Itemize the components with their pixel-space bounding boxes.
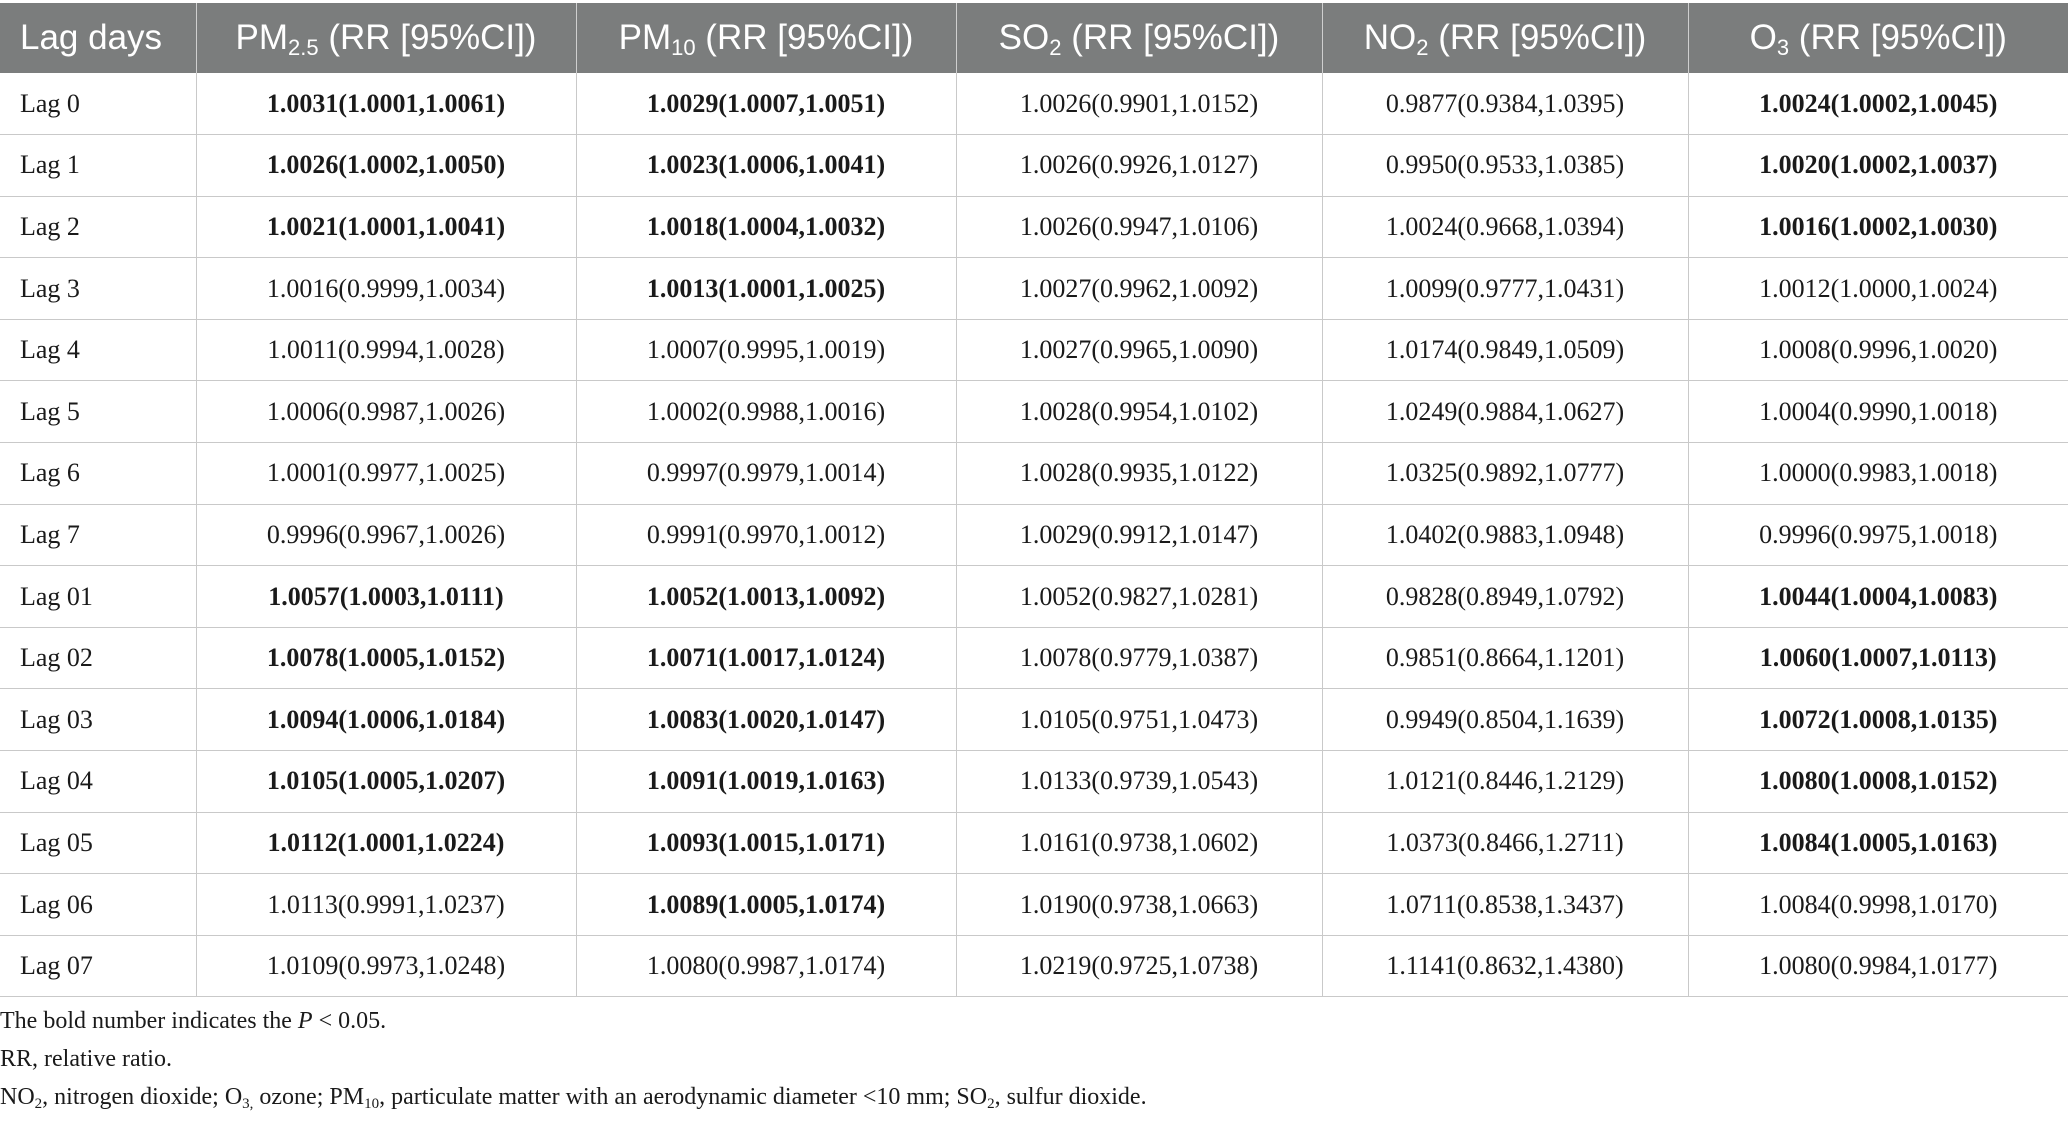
footnote-significance-prefix: The bold number indicates the: [0, 1008, 298, 1034]
no2-cell: 1.1141(0.8632,1.4380): [1322, 935, 1688, 997]
so2-cell: 1.0028(0.9935,1.0122): [956, 443, 1322, 505]
pm25-cell: 1.0057(1.0003,1.0111): [196, 566, 576, 628]
o3-cell: 1.0000(0.9983,1.0018): [1688, 443, 2068, 505]
lag-cell: Lag 01: [0, 566, 196, 628]
header-so2-sub: 2: [1049, 35, 1062, 60]
footnote-significance-suffix: < 0.05.: [312, 1008, 387, 1034]
o3-cell: 1.0008(0.9996,1.0020): [1688, 319, 2068, 381]
lag-cell: Lag 2: [0, 196, 196, 258]
header-so2-base: SO: [998, 18, 1050, 57]
lag-cell: Lag 4: [0, 319, 196, 381]
so2-cell: 1.0027(0.9962,1.0092): [956, 258, 1322, 320]
header-no2-suffix: (RR [95%CI]): [1428, 18, 1647, 57]
table-row: [0, 135, 2068, 197]
table-row: [0, 627, 2068, 689]
header-pm25-base: PM: [235, 18, 289, 57]
so2-cell: 1.0052(0.9827,1.0281): [956, 566, 1322, 628]
table-header: [0, 3, 2068, 73]
pm25-cell: 1.0112(1.0001,1.0224): [196, 812, 576, 874]
o3-cell: 1.0084(0.9998,1.0170): [1688, 874, 2068, 936]
lag-cell: Lag 06: [0, 874, 196, 936]
lag-cell: Lag 3: [0, 258, 196, 320]
table-row: [0, 443, 2068, 505]
o3-cell: 1.0004(0.9990,1.0018): [1688, 381, 2068, 443]
lag-cell: Lag 6: [0, 443, 196, 505]
table-row: [0, 319, 2068, 381]
no2-cell: 1.0174(0.9849,1.0509): [1322, 319, 1688, 381]
so2-cell: 1.0028(0.9954,1.0102): [956, 381, 1322, 443]
footnote-abbreviations: [0, 1078, 1147, 1116]
table-row: [0, 935, 2068, 997]
so2-cell: 1.0026(0.9947,1.0106): [956, 196, 1322, 258]
table-row: [0, 504, 2068, 566]
no2-cell: 0.9828(0.8949,1.0792): [1322, 566, 1688, 628]
header-row: [0, 3, 2068, 73]
header-o3-sub: 3: [1776, 35, 1790, 60]
pm10-cell: 1.0091(1.0019,1.0163): [576, 751, 956, 813]
header-so2-suffix: (RR [95%CI]): [1061, 18, 1280, 57]
pm25-cell: 1.0026(1.0002,1.0050): [196, 135, 576, 197]
o3-cell: 1.0080(1.0008,1.0152): [1688, 751, 2068, 813]
pm25-cell: 1.0031(1.0001,1.0061): [196, 73, 576, 135]
table-row: [0, 196, 2068, 258]
so2-cell: 1.0105(0.9751,1.0473): [956, 689, 1322, 751]
pm25-cell: 1.0021(1.0001,1.0041): [196, 196, 576, 258]
pm10-cell: 1.0083(1.0020,1.0147): [576, 689, 956, 751]
pm10-cell: 1.0089(1.0005,1.0174): [576, 874, 956, 936]
table-row: [0, 258, 2068, 320]
lag-cell: Lag 5: [0, 381, 196, 443]
no2-cell: 1.0373(0.8466,1.2711): [1322, 812, 1688, 874]
pm10-cell: 1.0023(1.0006,1.0041): [576, 135, 956, 197]
lag-cell: Lag 7: [0, 504, 196, 566]
abbr-so2-text: , sulfur dioxide.: [994, 1084, 1147, 1110]
table-row: [0, 566, 2068, 628]
no2-cell: 1.0402(0.9883,1.0948): [1322, 504, 1688, 566]
no2-cell: 0.9950(0.9533,1.0385): [1322, 135, 1688, 197]
header-o3: [1688, 3, 2068, 73]
pm10-cell: 0.9997(0.9979,1.0014): [576, 443, 956, 505]
header-no2-base: NO: [1363, 18, 1417, 57]
abbr-no2-text: , nitrogen dioxide;: [42, 1084, 225, 1110]
lag-cell: Lag 05: [0, 812, 196, 874]
o3-cell: 1.0044(1.0004,1.0083): [1688, 566, 2068, 628]
pm10-cell: 1.0029(1.0007,1.0051): [576, 73, 956, 135]
pm10-cell: 1.0052(1.0013,1.0092): [576, 566, 956, 628]
so2-cell: 1.0219(0.9725,1.0738): [956, 935, 1322, 997]
lag-cell: Lag 04: [0, 751, 196, 813]
no2-cell: 1.0121(0.8446,1.2129): [1322, 751, 1688, 813]
header-pm10-suffix: (RR [95%CI]): [695, 18, 914, 57]
no2-cell: 1.0711(0.8538,1.3437): [1322, 874, 1688, 936]
header-pm25-sub: 2.5: [288, 35, 319, 60]
abbr-pm10-text: , particulate matter with an aerodynamic diameter <10 mm;: [379, 1084, 957, 1110]
o3-cell: 1.0016(1.0002,1.0030): [1688, 196, 2068, 258]
abbr-no2-sub: 2: [34, 1096, 43, 1112]
no2-cell: 1.0249(0.9884,1.0627): [1322, 381, 1688, 443]
table-body: [0, 73, 2068, 997]
pm25-cell: 1.0105(1.0005,1.0207): [196, 751, 576, 813]
header-so2: [956, 3, 1322, 73]
header-no2-sub: 2: [1416, 35, 1429, 60]
pm25-cell: 1.0109(0.9973,1.0248): [196, 935, 576, 997]
o3-cell: 1.0024(1.0002,1.0045): [1688, 73, 2068, 135]
no2-cell: 1.0099(0.9777,1.0431): [1322, 258, 1688, 320]
footnote-p-symbol: P: [297, 1008, 313, 1034]
pm25-cell: 0.9996(0.9967,1.0026): [196, 504, 576, 566]
so2-cell: 1.0026(0.9926,1.0127): [956, 135, 1322, 197]
table-row: [0, 751, 2068, 813]
header-lag-days: Lag days: [20, 18, 163, 57]
no2-cell: 0.9877(0.9384,1.0395): [1322, 73, 1688, 135]
no2-cell: 1.0024(0.9668,1.0394): [1322, 196, 1688, 258]
table-row: [0, 73, 2068, 135]
header-pm10-base: PM: [618, 18, 672, 57]
abbr-so2-base: SO: [956, 1084, 988, 1110]
so2-cell: 1.0029(0.9912,1.0147): [956, 504, 1322, 566]
pm25-cell: 1.0113(0.9991,1.0237): [196, 874, 576, 936]
header-pm25: [196, 3, 576, 73]
abbr-o3-sub: 3,: [242, 1096, 254, 1112]
abbr-no2-base: NO: [0, 1084, 35, 1110]
lag-cell: Lag 0: [0, 73, 196, 135]
header-no2: [1322, 3, 1688, 73]
lag-cell: Lag 07: [0, 935, 196, 997]
table-row: [0, 689, 2068, 751]
pm10-cell: 1.0007(0.9995,1.0019): [576, 319, 956, 381]
pm25-cell: 1.0011(0.9994,1.0028): [196, 319, 576, 381]
abbr-so2-sub: 2: [987, 1096, 995, 1112]
pm10-cell: 1.0002(0.9988,1.0016): [576, 381, 956, 443]
header-pm10-sub: 10: [671, 35, 696, 60]
pm25-cell: 1.0016(0.9999,1.0034): [196, 258, 576, 320]
pm10-cell: 1.0013(1.0001,1.0025): [576, 258, 956, 320]
pm25-cell: 1.0094(1.0006,1.0184): [196, 689, 576, 751]
header-pm10: [576, 3, 956, 73]
pm25-cell: 1.0078(1.0005,1.0152): [196, 627, 576, 689]
footnote-significance: [0, 1002, 1147, 1040]
header-o3-base: O: [1749, 18, 1777, 57]
o3-cell: 1.0072(1.0008,1.0135): [1688, 689, 2068, 751]
pm25-cell: 1.0001(0.9977,1.0025): [196, 443, 576, 505]
pm25-cell: 1.0006(0.9987,1.0026): [196, 381, 576, 443]
o3-cell: 1.0012(1.0000,1.0024): [1688, 258, 2068, 320]
o3-cell: 1.0020(1.0002,1.0037): [1688, 135, 2068, 197]
results-table: [0, 3, 2068, 997]
no2-cell: 0.9851(0.8664,1.1201): [1322, 627, 1688, 689]
abbr-o3-base: O: [224, 1084, 243, 1110]
table-footnotes: [0, 1002, 1147, 1116]
abbr-pm10-base: PM: [329, 1084, 365, 1110]
o3-cell: 0.9996(0.9975,1.0018): [1688, 504, 2068, 566]
so2-cell: 1.0133(0.9739,1.0543): [956, 751, 1322, 813]
no2-cell: 0.9949(0.8504,1.1639): [1322, 689, 1688, 751]
o3-cell: 1.0084(1.0005,1.0163): [1688, 812, 2068, 874]
so2-cell: 1.0161(0.9738,1.0602): [956, 812, 1322, 874]
abbr-pm10-sub: 10: [364, 1096, 380, 1112]
so2-cell: 1.0078(0.9779,1.0387): [956, 627, 1322, 689]
pm10-cell: 1.0080(0.9987,1.0174): [576, 935, 956, 997]
so2-cell: 1.0027(0.9965,1.0090): [956, 319, 1322, 381]
table-row: [0, 874, 2068, 936]
lag-cell: Lag 02: [0, 627, 196, 689]
table-row: [0, 381, 2068, 443]
pm10-cell: 1.0093(1.0015,1.0171): [576, 812, 956, 874]
footnote-rr: RR, relative ratio.: [0, 1046, 172, 1072]
so2-cell: 1.0026(0.9901,1.0152): [956, 73, 1322, 135]
header-o3-suffix: (RR [95%CI]): [1789, 18, 2007, 57]
table-row: [0, 812, 2068, 874]
so2-cell: 1.0190(0.9738,1.0663): [956, 874, 1322, 936]
no2-cell: 1.0325(0.9892,1.0777): [1322, 443, 1688, 505]
lag-cell: Lag 1: [0, 135, 196, 197]
header-pm25-suffix: (RR [95%CI]): [318, 18, 537, 57]
o3-cell: 1.0060(1.0007,1.0113): [1688, 627, 2068, 689]
pm10-cell: 0.9991(0.9970,1.0012): [576, 504, 956, 566]
pm10-cell: 1.0018(1.0004,1.0032): [576, 196, 956, 258]
pm10-cell: 1.0071(1.0017,1.0124): [576, 627, 956, 689]
abbr-o3-text: ozone;: [253, 1084, 330, 1110]
lag-cell: Lag 03: [0, 689, 196, 751]
o3-cell: 1.0080(0.9984,1.0177): [1688, 935, 2068, 997]
